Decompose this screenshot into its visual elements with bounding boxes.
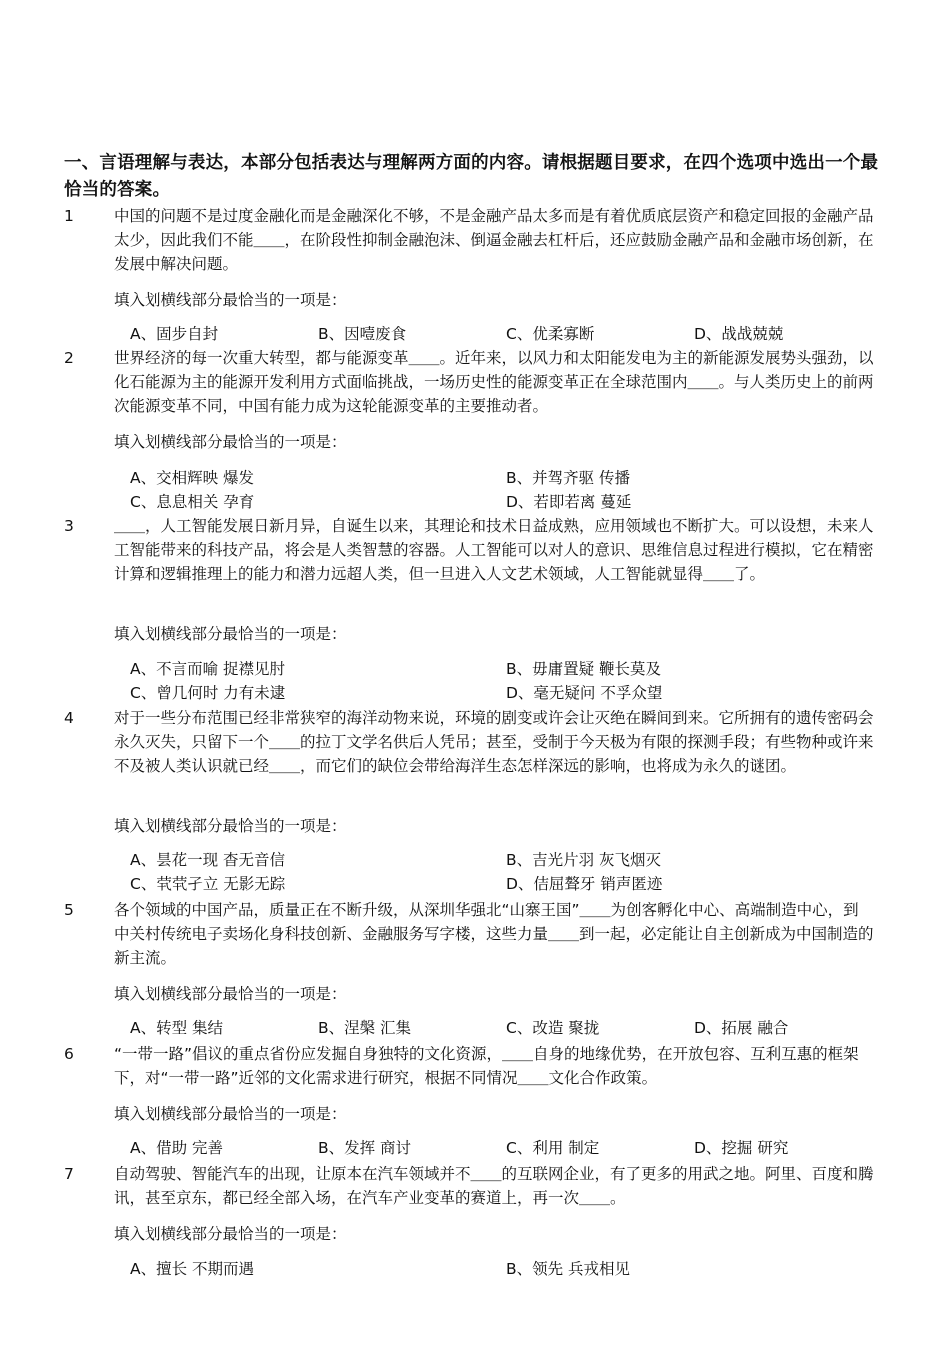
option-b: B、因噎废食 (318, 325, 407, 343)
question-number: 7 (64, 1165, 74, 1183)
option-a: A、转型 集结 (130, 1019, 224, 1037)
question-prompt: 填入划横线部分最恰当的一项是： (114, 1105, 347, 1123)
question-prompt: 填入划横线部分最恰当的一项是： (114, 1225, 347, 1243)
question-number: 6 (64, 1045, 74, 1063)
option-d: D、挖掘 研究 (694, 1139, 789, 1157)
question-prompt: 填入划横线部分最恰当的一项是： (114, 291, 347, 309)
option-b: B、发挥 商讨 (318, 1139, 412, 1157)
option-d: D、佶屈聱牙 销声匿迹 (506, 875, 663, 893)
option-b: B、涅槃 汇集 (318, 1019, 412, 1037)
option-b: B、毋庸置疑 鞭长莫及 (506, 660, 662, 678)
question-text: 各个领域的中国产品，质量正在不断升级，从深圳华强北“山寨王国”＿＿为创客孵化中心、高端制造中心，到中关村传统电子卖场化身科技创新、金融服务写字楼，这些力量＿＿到一起，必定能让自主创新成为中国制造的新主流。 (114, 901, 874, 967)
option-c: C、利用 制定 (506, 1139, 600, 1157)
question-prompt: 填入划横线部分最恰当的一项是： (114, 985, 347, 1003)
option-c: C、优柔寡断 (506, 325, 595, 343)
question-number: 2 (64, 349, 74, 367)
option-a: A、借助 完善 (130, 1139, 224, 1157)
question-number: 4 (64, 709, 74, 727)
question-prompt: 填入划横线部分最恰当的一项是： (114, 817, 347, 835)
question-number: 1 (64, 207, 74, 225)
option-d: D、拓展 融合 (694, 1019, 789, 1037)
question-text: 自动驾驶、智能汽车的出现，让原本在汽车领域并不＿＿的互联网企业，有了更多的用武之地。阿里、百度和腾讯，甚至京东，都已经全部入场，在汽车产业变革的赛道上，再一次＿＿。 (114, 1165, 874, 1207)
option-d: D、战战兢兢 (694, 325, 784, 343)
option-a: A、擅长 不期而遇 (130, 1260, 255, 1278)
question-prompt: 填入划横线部分最恰当的一项是： (114, 433, 347, 451)
question-number: 5 (64, 901, 74, 919)
option-a: A、交相辉映 爆发 (130, 469, 255, 487)
question-text: ＿＿，人工智能发展日新月异，自诞生以来，其理论和技术日益成熟，应用领域也不断扩大。可以设想，未来人工智能带来的科技产品，将会是人类智慧的容器。人工智能可以对人的意识、思维信息过程进行模拟，它在精密计算和逻辑推理上的能力和潜力远超人类，但一旦进入人文艺术领域，人工智能就显得＿＿了。 (114, 517, 874, 583)
question-text: 对于一些分布范围已经非常狭窄的海洋动物来说，环境的剧变或许会让灭绝在瞬间到来。它所拥有的遗传密码会永久灭失，只留下一个＿＿的拉丁文学名供后人凭吊；甚至，受制于今天极为有限的探测手段；有些物种或许来不及被人类认识就已经＿＿，而它们的缺位会带给海洋生态怎样深远的影响，也将成为永久的谜团。 (114, 709, 874, 775)
option-d: D、若即若离 蔓延 (506, 493, 632, 511)
question-text: “一带一路”倡议的重点省份应发掘自身独特的文化资源，＿＿自身的地缘优势，在开放包容、互利互惠的框架下，对“一带一路”近邻的文化需求进行研究，根据不同情况＿＿文化合作政策。 (114, 1045, 859, 1087)
option-a: A、固步自封 (130, 325, 219, 343)
option-c: C、曾几何时 力有未逮 (130, 684, 286, 702)
option-c: C、息息相关 孕育 (130, 493, 255, 511)
section-heading: 一、言语理解与表达，本部分包括表达与理解两方面的内容。请根据题目要求，在四个选项中选出一个最恰当的答案。 (64, 153, 879, 200)
option-a: A、不言而喻 捉襟见肘 (130, 660, 286, 678)
option-b: B、并驾齐驱 传播 (506, 469, 631, 487)
option-a: A、昙花一现 杳无音信 (130, 851, 286, 869)
option-c: C、茕茕孑立 无影无踪 (130, 875, 286, 893)
question-number: 3 (64, 517, 74, 535)
option-c: C、改造 聚拢 (506, 1019, 600, 1037)
option-d: D、毫无疑问 不孚众望 (506, 684, 663, 702)
option-b: B、领先 兵戎相见 (506, 1260, 631, 1278)
question-text: 中国的问题不是过度金融化而是金融深化不够，不是金融产品太多而是有着优质底层资产和稳定回报的金融产品太少，因此我们不能＿＿，在阶段性抑制金融泡沫、倒逼金融去杠杆后，还应鼓励金融产品和金融市场创新，在发展中解决问题。 (114, 207, 874, 273)
option-b: B、吉光片羽 灰飞烟灭 (506, 851, 662, 869)
question-text: 世界经济的每一次重大转型，都与能源变革＿＿。近年来，以风力和太阳能发电为主的新能源发展势头强劲，以化石能源为主的能源开发利用方式面临挑战，一场历史性的能源变革正在全球范围内＿＿。与人类历史上的前两次能源变革不同，中国有能力成为这轮能源变革的主要推动者。 (114, 349, 874, 415)
question-prompt: 填入划横线部分最恰当的一项是： (114, 625, 347, 643)
